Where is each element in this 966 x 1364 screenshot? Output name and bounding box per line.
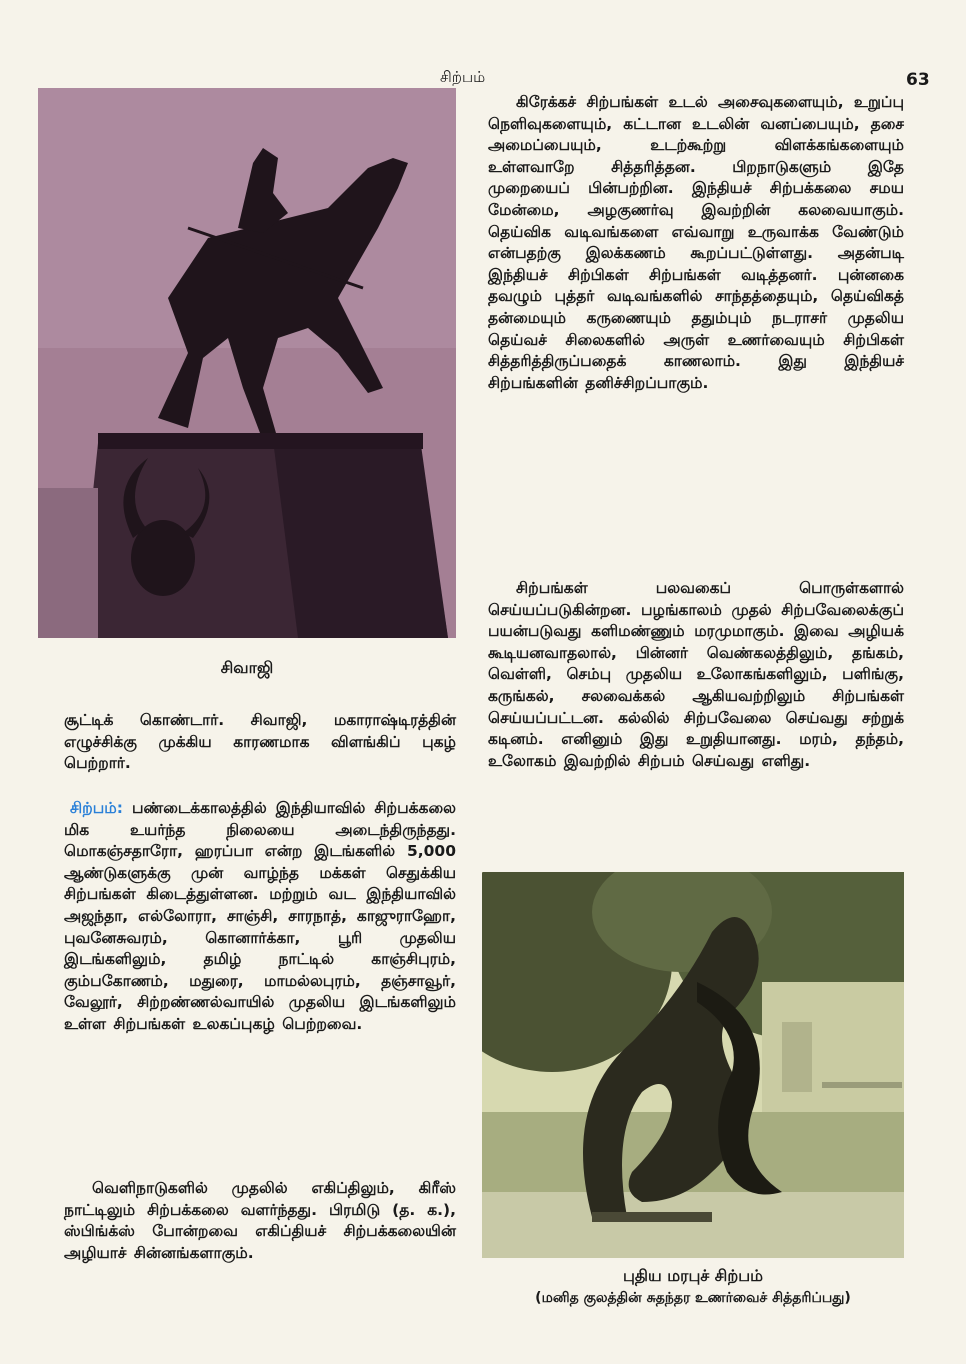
modern-sculpture-subcaption: (மனித குலத்தின் சுதந்தர உணர்வைச் சித்தரிப்பது) (535, 1290, 851, 1306)
left-paragraph-2 (64, 798, 456, 1036)
modern-sculpture-caption: புதிய மரபுச் சிற்பம் (623, 1266, 763, 1285)
shivaji-photo-caption: சிவாஜி (220, 658, 274, 677)
modern-sculpture-photo (482, 872, 904, 1258)
modern-sculpture-illustration (482, 872, 904, 1258)
right-paragraph-2: சிற்பங்கள் பலவகைப் பொருள்களால் செய்யப்படுகின்றன. பழங்காலம் முதல் சிற்பவேலைக்குப் பயன்படுவது களிமண்ணும் மரமுமாகும். இவை அழியக் கூடியனவாதலால், பின்னர் வெண்கலத்திலும், தங்கம், வெள்ளி, செம்பு முதலிய உலோகங்களிலும், பளிங்கு, கருங்கல், சலவைக்கல் ஆகியவற்றிலும் சிற்பங்கள் செய்யப்பட்டன. கல்லில் சிற்பவேலை செய்வது சற்றுக் கடினம். எனினும் இது உறுதியானது. மரம், தந்தம், உலோகம் இவற்றில் சிற்பம் செய்வது எளிது. (488, 579, 904, 770)
left-paragraph-2-text: பண்டைக்காலத்தில் இந்தியாவில் சிற்பக்கலை மிக உயர்ந்த நிலையை அடைந்திருந்தது. மொகஞ்சதாரோ, ஹரப்பா என்ற இடங்களில் 5,000 ஆண்டுகளுக்கு முன் வாழ்ந்த மக்கள் செதுக்கிய சிற்பங்கள் கிடைத்துள்ளன. மற்றும் வட இந்தியாவில் அஜந்தா, எல்லோரா, சாஞ்சி, சாரநாத், காஜுராஹோ, புவனேசுவரம், கொனார்க்கா, பூரி முதலிய இடங்களிலும், தமிழ் நாட்டில் காஞ்சிபுரம், கும்பகோணம், மதுரை, மாமல்லபுரம், தஞ்சாவூர், வேலூர், சிற்றண்ணல்வாயில் முதலிய இடங்களிலும் உள்ள சிற்பங்கள் உலகப்புகழ் பெற்றவை. (64, 799, 456, 1033)
section-term-sirpam: சிற்பம்: (70, 799, 123, 817)
running-header: சிற்பம் (440, 68, 486, 86)
shivaji-statue-photo (38, 88, 456, 638)
left-paragraph-3: வெளிநாடுகளில் முதலில் எகிப்திலும், கிரீஸ் நாட்டிலும் சிற்பக்கலை வளர்ந்தது. பிரமிடு (த. க.), ஸ்பிங்க்ஸ் போன்றவை எகிப்தியச் சிற்பக்கலையின் அழியாச் சின்னங்களாகும். (64, 1179, 456, 1262)
page-number: 63 (906, 70, 930, 90)
left-paragraph-1: சூட்டிக் கொண்டார். சிவாஜி, மகாராஷ்டிரத்தின் எழுச்சிக்கு முக்கிய காரணமாக விளங்கிப் புகழ் பெற்றார். (64, 711, 456, 773)
right-paragraph-1: கிரேக்கச் சிற்பங்கள் உடல் அசைவுகளையும், உறுப்பு நெளிவுகளையும், கட்டான உடலின் வனப்பையும், தசை அமைப்பையும், உடற்கூற்று விளக்கங்களையும் உள்ளவாறே சித்தரித்தன. பிறநாடுகளும் இதே முறையைப் பின்பற்றின. இந்தியச் சிற்பக்கலை சமய மேன்மை, அழகுணர்வு இவற்றின் கலவையாகும். தெய்விக வடிவங்களை எவ்வாறு உருவாக்க வேண்டும் என்பதற்கு இலக்கணம் கூறப்பட்டுள்ளது. அதன்படி இந்தியச் சிற்பிகள் சிற்பங்கள் வடித்தனர். புன்னகை தவழும் புத்தர் வடிவங்களில் சாந்தத்தையும், தெய்விகத் தன்மையும் கருணையும் ததும்பும் நடராசர் முதலிய தெய்வச் சிலைகளில் அருள் உணர்வையும் சிற்பிகள் சித்தரித்திருப்பதைக் காணலாம். இது இந்தியச் சிற்பங்களின் தனிச்சிறப்பாகும். (488, 93, 904, 392)
shivaji-statue-illustration (38, 88, 456, 638)
